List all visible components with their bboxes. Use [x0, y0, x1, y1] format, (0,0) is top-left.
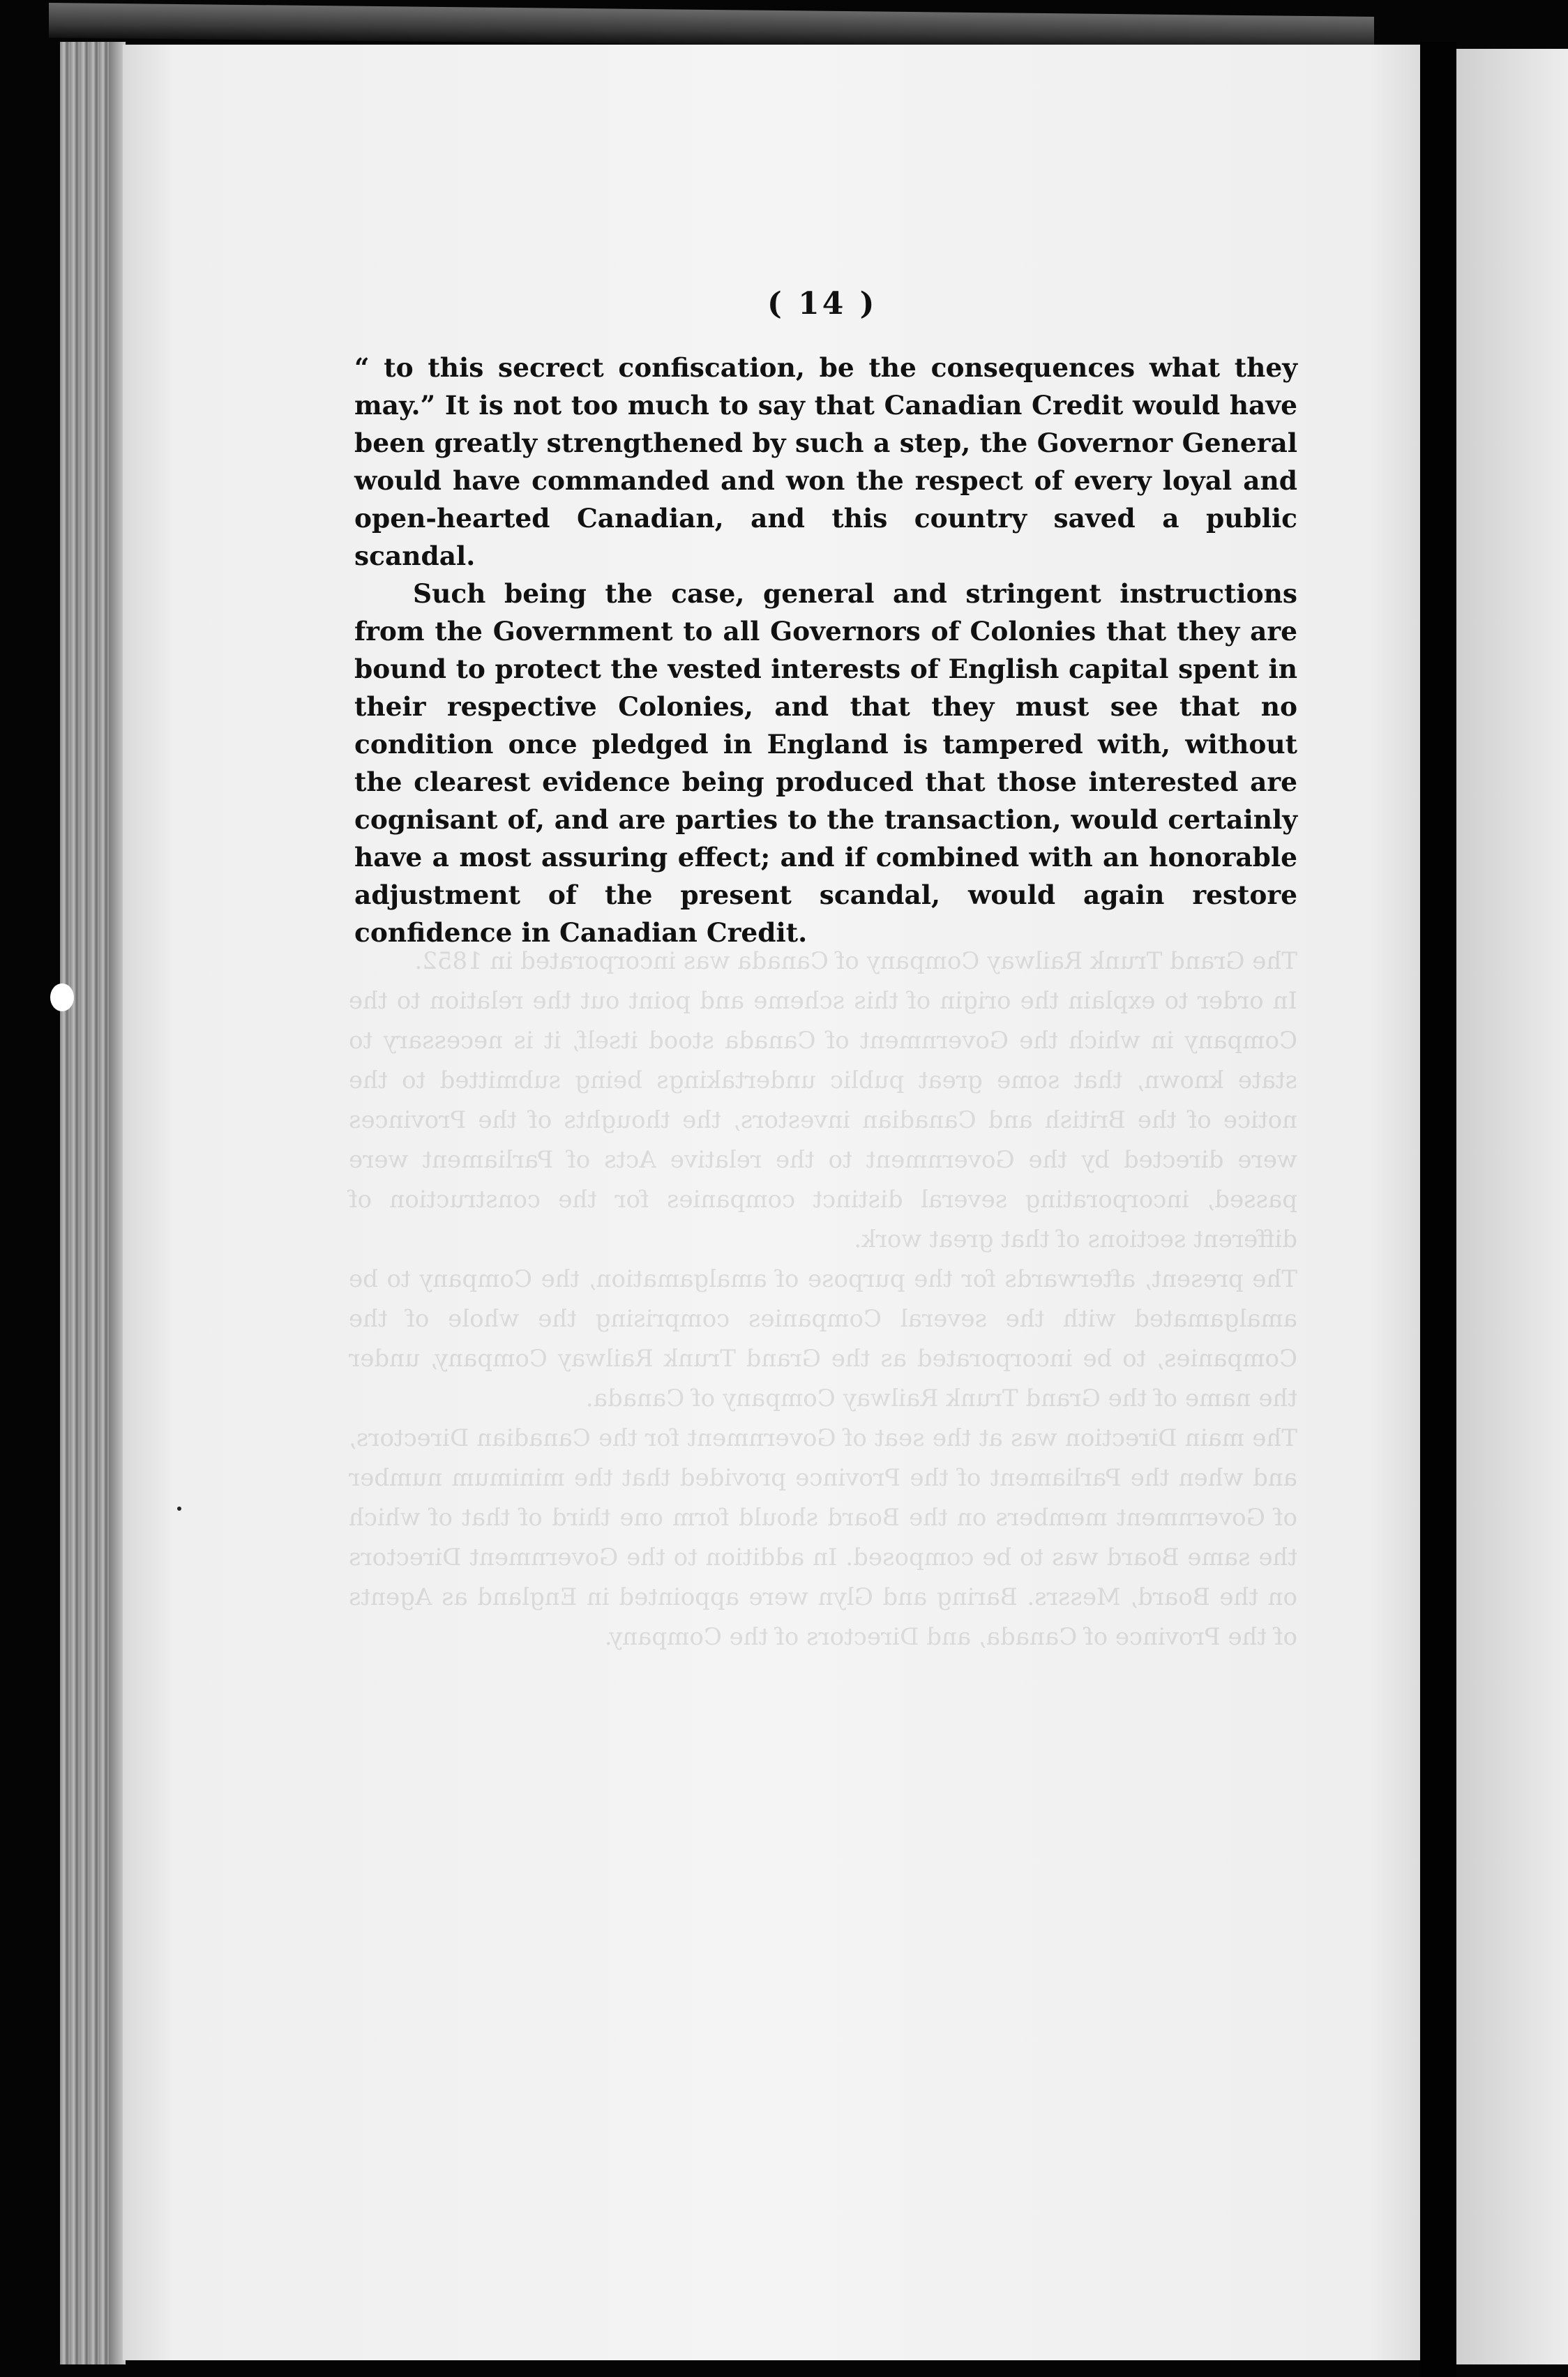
next-page-edge — [1456, 49, 1568, 2364]
bleed-paragraph: The main Direction was at the seat of Government for the Canadian Directors, and when the Parliament of the Province provided that the minimum number of Government members on the Board should form one third of that of which the same Board was to be composed. In addition to the Government Directors on the Board, Messrs. Baring and Glyn were appointed in England as Agents of the Province of Canada, and Directors of the Company. — [349, 1424, 1297, 1651]
body-text — [354, 349, 1297, 951]
book-spine-edges — [60, 42, 109, 2364]
bleed-paragraph: The Grand Trunk Railway Company of Canada was incorporated in 1852. — [414, 947, 1297, 975]
page-number: ( 14 ) — [767, 286, 877, 322]
paragraph: “ to this secrect confiscation, be the consequences what they may.” It is not too much to say that Canadian Credit would have been greatly strengthened by such a step, the Governor General would have commanded and won the respect of every loyal and open-hearted Canadian, and this country saved a public scandal. — [354, 352, 1297, 571]
page-gutter — [1420, 42, 1456, 2377]
paper-speck — [177, 1507, 181, 1511]
bleed-paragraph: In order to explain the origin of this scheme and point out the relation to the Company in which the Government of Canada stood itself, it is necessary to state known, that some great public undertakings being submitted to the notice of the British and Canadian investors, the thoughts of the Provinces were directed by the Government to the relative Acts of Parliament were passed, incorporating several distinct companies for the construction of different sections of that great work. — [349, 987, 1297, 1253]
bleed-through-text — [349, 942, 1297, 1657]
bleed-paragraph: The present, afterwards for the purpose of amalgamation, the Company to be amalgamated with the several Companies comprising the whole of the Companies, to be incorporated as the Grand Trunk Railway Company, under the name of the Grand Trunk Railway Company of Canada. — [349, 1265, 1297, 1412]
paper-speck — [50, 983, 74, 1011]
paragraph: Such being the case, general and stringent instructions from the Government to all Governors of Colonies that they are bound to protect the vested interests of English capital spent in their respective Colonies, and that they must see that no condition once pledged in England is tampered with, without the clearest evidence being produced that those interested are cognisant of, and are parties to the transaction, would certainly have a most assuring effect; and if combined with an honorable adjustment of the present scandal, would again restore confidence in Canadian Credit. — [354, 578, 1297, 948]
